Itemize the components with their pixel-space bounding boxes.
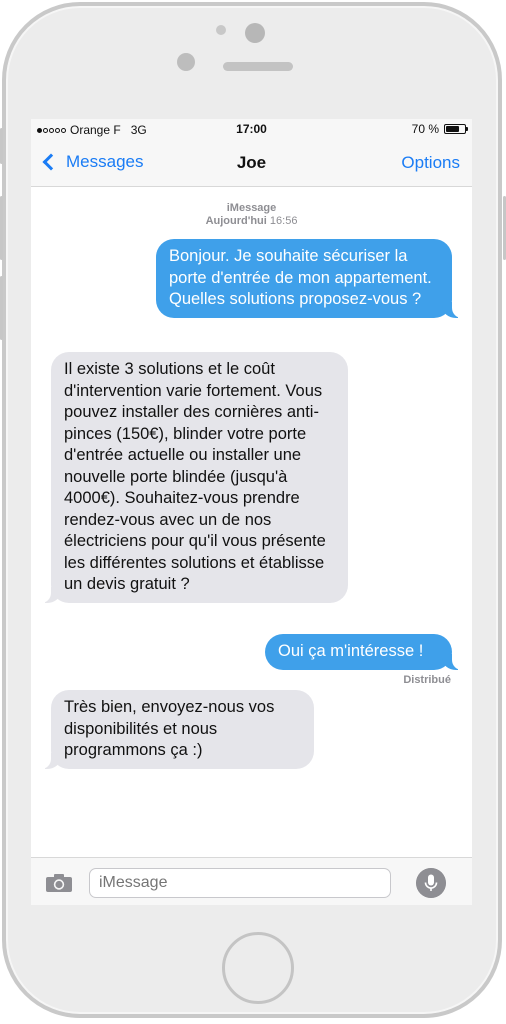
message-bubble-incoming[interactable]: [51, 690, 314, 769]
status-right: [412, 122, 466, 136]
battery-percent: 70 %: [411, 122, 439, 136]
side-button-left-2: [0, 196, 3, 260]
status-bar: [31, 119, 472, 139]
message-bubble-outgoing[interactable]: [265, 634, 452, 670]
carrier-label: Orange F: [70, 123, 121, 137]
message-thread[interactable]: [31, 187, 472, 857]
phone-screen: [31, 119, 472, 905]
navigation-bar: [31, 139, 472, 187]
earpiece-dot: [177, 53, 195, 71]
message-text: Très bien, envoyez-nous vos disponibilités et nous programmons ça :): [64, 698, 275, 759]
message-text: Oui ça m'intéresse !: [278, 642, 424, 660]
speaker-grille: [223, 62, 293, 71]
service-label: iMessage: [226, 202, 277, 214]
back-button-label: Messages: [66, 152, 144, 171]
message-text: Bonjour. Je souhaite sécuriser la porte d'entrée de mon appartement. Quelles solutions proposez-vous ?: [169, 247, 432, 308]
side-button-left-1: [0, 128, 3, 164]
delivery-status: Distribué: [403, 674, 451, 686]
message-input[interactable]: [89, 868, 391, 898]
network-label: 3G: [130, 123, 147, 137]
camera-icon[interactable]: [45, 873, 73, 893]
thread-header: [31, 202, 472, 228]
options-button[interactable]: Options: [401, 153, 460, 172]
message-bubble-incoming[interactable]: [51, 352, 348, 603]
status-time: 17:00: [236, 122, 267, 136]
proximity-sensor: [216, 25, 226, 35]
side-button-left-3: [0, 276, 3, 340]
microphone-icon[interactable]: [416, 868, 446, 898]
conversation-title: Joe: [236, 153, 267, 172]
home-button[interactable]: [222, 932, 294, 1004]
message-text: Il existe 3 solutions et le coût d'intervention varie fortement. Vous pouvez installer des cornières anti-pinces (150€), blinder votre porte d'entrée actuelle ou installer une nouvelle porte blindée (jusqu'à 4000€). Souhaitez-vous prendre rendez-vous avec un de nos électriciens pour qu'il vous présente les différentes solutions et établisse un devis gratuit ?: [64, 360, 326, 593]
front-camera: [245, 23, 265, 43]
compose-bar: [31, 857, 472, 905]
timestamp-day: Aujourd'hui: [205, 215, 267, 227]
timestamp-time: 16:56: [269, 215, 298, 227]
message-bubble-outgoing[interactable]: [156, 239, 452, 318]
back-button[interactable]: [41, 152, 143, 172]
battery-icon: [444, 124, 466, 134]
chevron-left-icon: [43, 154, 60, 171]
